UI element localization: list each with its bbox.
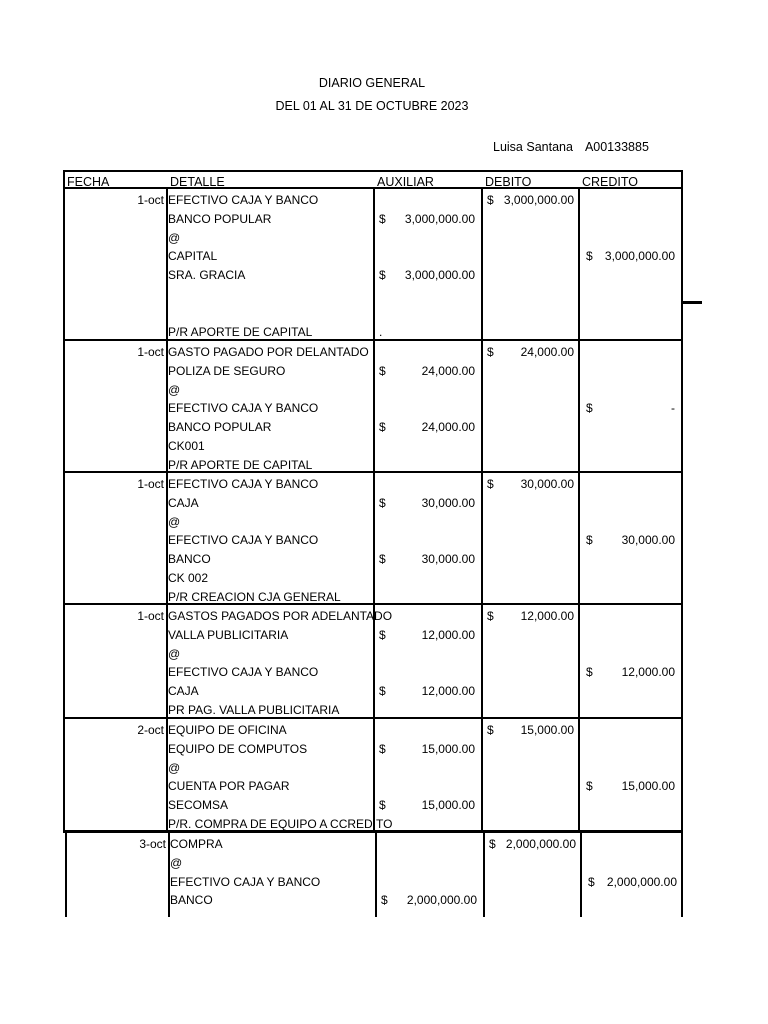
entry-detail-line: CUENTA POR PAGAR [168,779,290,794]
col-detalle: DETALLE [170,175,225,189]
credit-amount: 12,000.00 [621,665,675,680]
aux-amount: 2,000,000.00 [406,893,477,908]
entry-detail-line: BANCO [170,893,213,908]
debit-amount: 2,000,000.00 [505,837,576,851]
column-divider [483,833,485,917]
entry-detail-line: GASTOS PAGADOS POR ADELANTADO [168,609,393,623]
aux-amount: 30,000.00 [421,495,475,510]
entry-date: 1-oct [137,193,164,207]
aux-currency-symbol: $ [379,741,386,756]
entry-detail-line: BANCO [168,552,211,567]
aux-amount: 12,000.00 [421,627,475,642]
entry-date: 1-oct [137,609,164,623]
aux-currency-symbol: $ [379,552,386,567]
column-divider [481,605,483,719]
entry-date: 3-oct [139,837,166,851]
aux-currency-symbol: $ [379,268,386,283]
aux-currency-symbol: $ [379,211,386,226]
debit-currency-symbol: $ [487,609,494,623]
entry-detail-line: EFECTIVO CAJA Y BANCO [168,477,319,491]
entry-detail-line: CK001 [168,439,205,453]
entry-detail-line: @ [168,760,181,775]
aux-amount: 15,000.00 [421,741,475,756]
entry-date: 1-oct [137,345,164,359]
credit-amount: 15,000.00 [621,779,675,794]
column-divider [578,341,580,473]
entry-detail-line: P/R APORTE DE CAPITAL [168,325,313,339]
entry-detail-line: EFECTIVO CAJA Y BANCO [168,665,319,680]
entry-detail-line: CAPITAL [168,249,218,264]
column-divider [373,189,375,341]
column-divider [481,189,483,341]
column-divider [578,719,580,833]
entry-date: 2-oct [137,723,164,737]
column-divider [375,833,377,917]
aux-currency-symbol: $ [379,684,386,699]
entry-detail-line: VALLA PUBLICITARIA [168,627,289,642]
credit-currency-symbol: $ [586,533,593,548]
credit-currency-symbol: $ [586,779,593,794]
aux-currency-symbol: $ [381,893,388,908]
journal-entry [63,341,683,473]
entry-detail-line: CAJA [168,684,199,699]
entry-detail-line: P/R CREACION CJA GENERAL [168,589,341,604]
aux-amount: 15,000.00 [421,798,475,813]
debit-currency-symbol: $ [487,193,494,207]
column-divider [578,605,580,719]
margin-mark [683,301,702,304]
entry-detail-line: CK 002 [168,571,209,585]
entry-detail-line: EFECTIVO CAJA Y BANCO [168,401,319,416]
col-credito: CREDITO [582,175,639,189]
aux-amount: 30,000.00 [421,552,475,567]
entry-detail-line: EFECTIVO CAJA Y BANCO [170,874,321,889]
col-fecha: FECHA [67,175,110,189]
journal-entry [63,189,683,341]
debit-currency-symbol: $ [487,477,494,491]
entry-detail-line: COMPRA [170,837,223,851]
column-divider [481,341,483,473]
column-divider [373,719,375,833]
aux-amount: 3,000,000.00 [404,268,475,283]
debit-currency-symbol: $ [489,837,496,851]
col-debito: DEBITO [485,175,532,189]
entry-detail-line: @ [168,230,181,245]
entry-detail-line: GASTO PAGADO POR DELANTADO [168,345,369,359]
entry-detail-line: EQUIPO DE COMPUTOS [168,741,308,756]
credit-currency-symbol: $ [586,665,593,680]
debit-currency-symbol: $ [487,723,494,737]
author-id: A00133885 [584,140,649,154]
column-divider [373,473,375,605]
column-divider [481,719,483,833]
column-divider [373,341,375,473]
entry-detail-line: @ [170,855,183,870]
col-auxiliar: AUXILIAR [377,175,434,189]
debit-currency-symbol: $ [487,345,494,359]
aux-amount: 12,000.00 [421,684,475,699]
entry-detail-line: EFECTIVO CAJA Y BANCO [168,533,319,548]
debit-amount: 30,000.00 [520,477,574,491]
journal-entry [63,719,683,833]
entry-detail-line: @ [168,646,181,661]
journal-entry [63,473,683,605]
credit-amount: 30,000.00 [621,533,675,548]
column-divider [578,473,580,605]
entry-detail-line: CAJA [168,495,199,510]
entry-detail-line: BANCO POPULAR [168,211,272,226]
journal-period: DEL 01 AL 31 DE OCTUBRE 2023 [275,99,469,113]
credit-amount: - [671,401,675,416]
column-divider [580,833,582,917]
entry-detail-line: SECOMSA [168,798,229,813]
entry-detail-line: PR PAG. VALLA PUBLICITARIA [168,703,340,717]
table-header [63,170,683,189]
credit-currency-symbol: $ [586,401,593,416]
credit-amount: 2,000,000.00 [606,874,677,889]
aux-amount: 24,000.00 [421,363,475,378]
journal-entry [65,833,683,917]
credit-currency-symbol: $ [588,874,595,889]
debit-amount: 3,000,000.00 [503,193,574,207]
column-divider [578,189,580,341]
entry-detail-line: P/R. COMPRA DE EQUIPO A CCREDITO [168,817,393,831]
aux-currency-symbol: $ [379,627,386,642]
journal-entry [63,605,683,719]
journal-table [63,170,683,917]
credit-currency-symbol: $ [586,249,593,264]
debit-amount: 15,000.00 [520,723,574,737]
entry-date: 1-oct [137,477,164,491]
entry-detail-line: EFECTIVO CAJA Y BANCO [168,193,319,207]
column-divider [481,473,483,605]
entry-detail-line: POLIZA DE SEGURO [168,363,286,378]
author-line [493,140,649,154]
credit-amount: 3,000,000.00 [604,249,675,264]
entry-detail-line: EQUIPO DE OFICINA [168,723,287,737]
entry-detail-line: P/R APORTE DE CAPITAL [168,457,313,472]
aux-currency-symbol: $ [379,363,386,378]
aux-amount: 24,000.00 [421,420,475,435]
author-name: Luisa Santana [493,140,573,154]
debit-amount: 24,000.00 [520,345,574,359]
journal-entries [63,189,683,917]
aux-currency-symbol: $ [379,420,386,435]
entry-detail-line: BANCO POPULAR [168,420,272,435]
journal-title: DIARIO GENERAL [318,76,426,90]
debit-amount: 12,000.00 [520,609,574,623]
aux-currency-symbol: $ [379,495,386,510]
entry-detail-line: @ [168,382,181,397]
aux-currency-symbol: $ [379,798,386,813]
aux-amount: . [379,325,383,339]
entry-detail-line: SRA. GRACIA [168,268,246,283]
entry-detail-line: @ [168,514,181,529]
aux-amount: 3,000,000.00 [404,211,475,226]
